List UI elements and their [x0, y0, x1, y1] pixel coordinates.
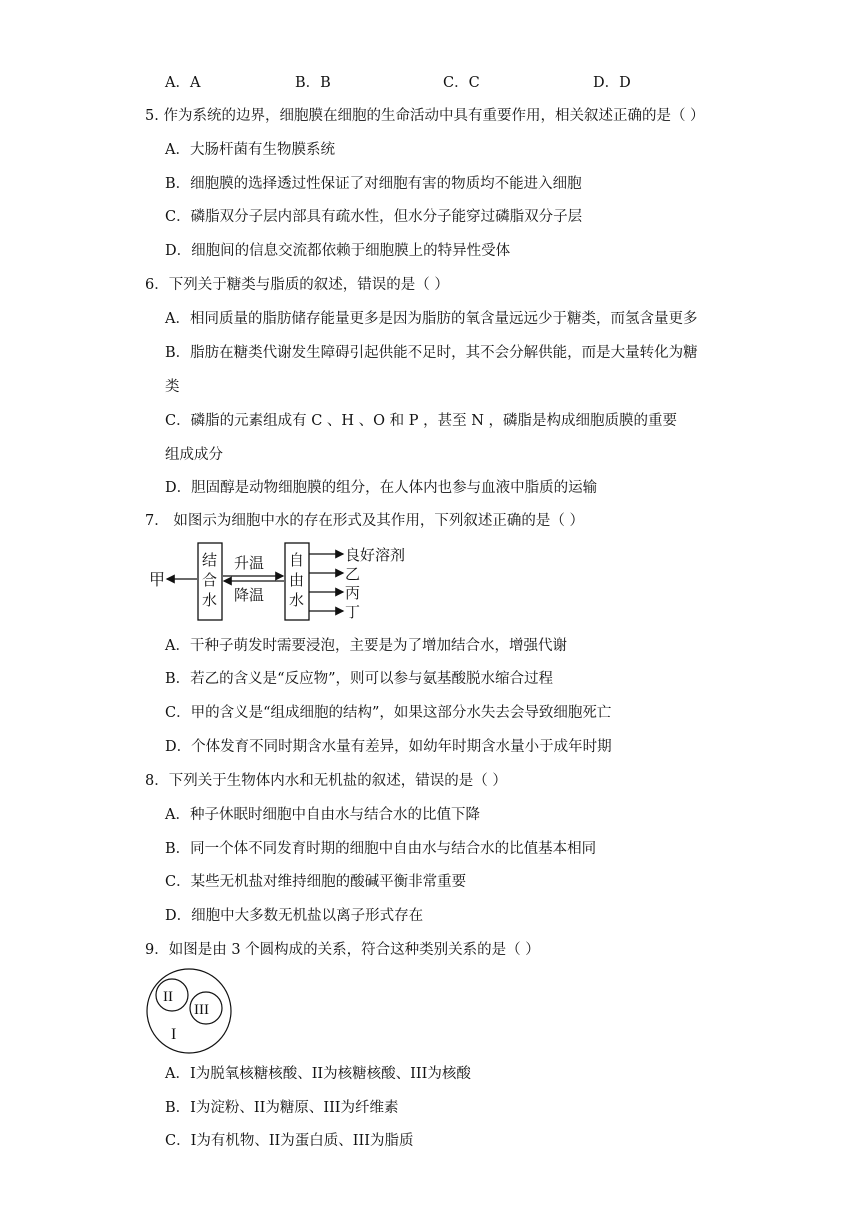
q9-stem: 9．如图是由 3 个圆构成的关系，符合这种类别关系的是（ ）	[145, 942, 540, 958]
q4-option-a: A．A	[165, 75, 201, 91]
q7-option-c: C．甲的含义是“组成细胞的结构”，如果这部分水失去会导致细胞死亡	[165, 705, 612, 721]
q9-option-c: C．I为有机物、II为蛋白质、III为脂质	[165, 1133, 414, 1149]
q7-option-a: A．干种子萌发时需要浸泡，主要是为了增加结合水，增强代谢	[165, 638, 567, 654]
q5-option-d: D．细胞间的信息交流都依赖于细胞膜上的特异性受体	[165, 243, 511, 259]
free-water-char-2: 由	[289, 571, 305, 589]
q5-option-a: A．大肠杆菌有生物膜系统	[165, 142, 335, 158]
heat-up-label: 升温	[234, 554, 265, 572]
q6-option-d: D．胆固醇是动物细胞膜的组分，在人体内也参与血液中脂质的运输	[165, 480, 598, 496]
outer-circle-i	[147, 969, 231, 1053]
circle-label-ii: II	[163, 989, 173, 1005]
bound-water-char-2: 合	[202, 571, 218, 589]
output-ding: 丁	[345, 603, 361, 621]
q5-stem: 5. 作为系统的边界，细胞膜在细胞的生命活动中具有重要作用，相关叙述正确的是（ ）	[145, 108, 705, 124]
q5-option-c: C．磷脂双分子层内部具有疏水性，但水分子能穿过磷脂双分子层	[165, 209, 583, 225]
q8-option-c: C．某些无机盐对维持细胞的酸碱平衡非常重要	[165, 874, 467, 890]
output-bing: 丙	[345, 584, 361, 602]
q4-option-c: C．C	[443, 75, 480, 91]
q6-stem: 6．下列关于糖类与脂质的叙述，错误的是（ ）	[145, 277, 449, 293]
q9-option-b: B．I为淀粉、II为糖原、III为纤维素	[165, 1100, 399, 1116]
q8-option-a: A．种子休眠时细胞中自由水与结合水的比值下降	[165, 807, 480, 823]
q6-option-b-line2: 类	[165, 379, 180, 395]
circle-label-i: I	[171, 1026, 177, 1043]
q6-option-b-line1: B．脂肪在糖类代谢发生障碍引起供能不足时，其不会分解供能，而是大量转化为糖	[165, 345, 698, 361]
bound-water-char-3: 水	[202, 591, 218, 609]
q8-option-d: D．细胞中大多数无机盐以离子形式存在	[165, 908, 424, 924]
q7-stem: 7． 如图示为细胞中水的存在形式及其作用，下列叙述正确的是（ ）	[145, 513, 584, 529]
q4-option-d: D．D	[593, 75, 631, 91]
bound-water-char-1: 结	[202, 551, 218, 569]
q7-option-d: D．个体发育不同时期含水量有差异，如幼年时期含水量小于成年时期	[165, 739, 612, 755]
q6-option-a: A．相同质量的脂肪储存能量更多是因为脂肪的氧含量远远少于糖类，而氢含量更多	[165, 311, 698, 327]
water-forms-diagram	[145, 540, 425, 626]
q8-stem: 8．下列关于生物体内水和无机盐的叙述，错误的是（ ）	[145, 773, 507, 789]
cool-down-label: 降温	[234, 586, 265, 604]
output-yi: 乙	[345, 565, 361, 583]
q9-option-a: A．I为脱氧核糖核酸、II为核糖核酸、III为核酸	[165, 1066, 471, 1082]
q6-option-c-line2: 组成成分	[165, 447, 223, 463]
free-water-char-3: 水	[289, 591, 305, 609]
three-circles-diagram	[143, 966, 239, 1058]
q6-option-c-line1: C．磷脂的元素组成有 C 、H 、O 和 P ，甚至 N ，磷脂是构成细胞质膜的重要	[165, 413, 678, 429]
q4-option-b: B．B	[295, 75, 331, 91]
free-water-char-1: 自	[289, 551, 305, 569]
circle-label-iii: III	[194, 1002, 209, 1018]
q7-option-b: B．若乙的含义是“反应物”，则可以参与氨基酸脱水缩合过程	[165, 671, 553, 687]
output-good-solvent: 良好溶剂	[345, 546, 406, 564]
jia-label: 甲	[149, 570, 166, 589]
q8-option-b: B．同一个体不同发育时期的细胞中自由水与结合水的比值基本相同	[165, 841, 597, 857]
q5-option-b: B．细胞膜的选择透过性保证了对细胞有害的物质均不能进入细胞	[165, 176, 582, 192]
